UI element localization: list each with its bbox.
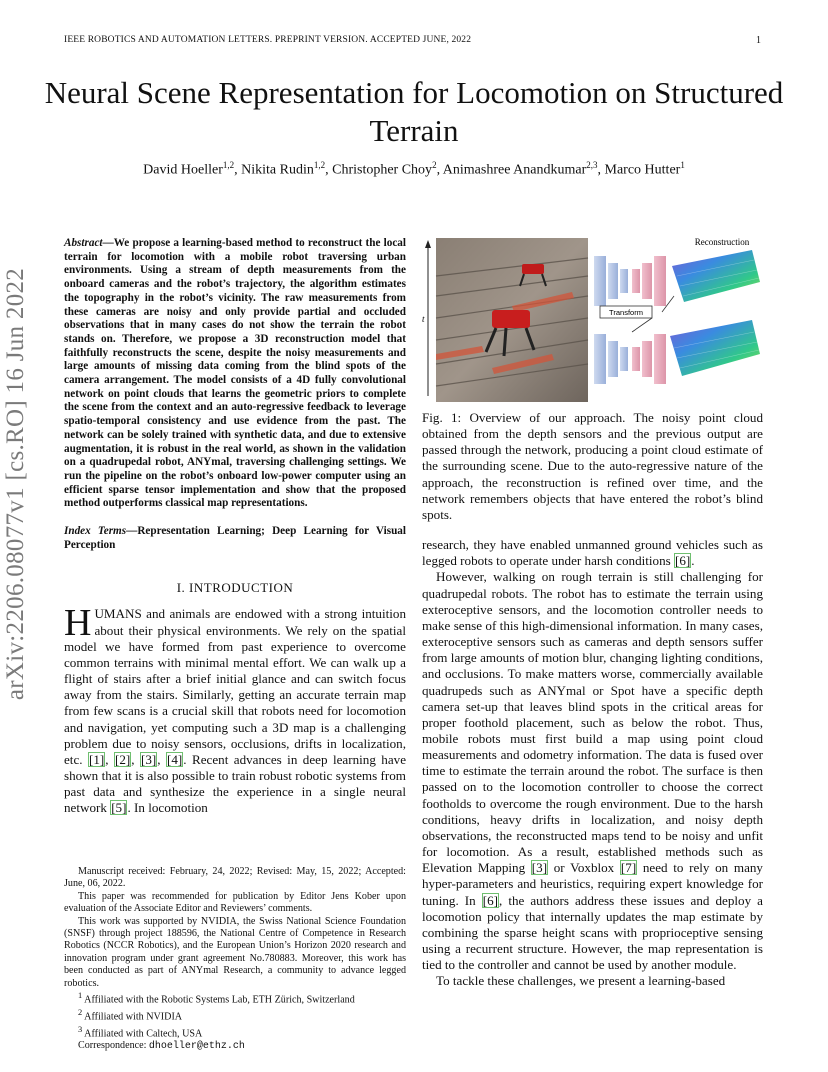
affiliation-mark: 2 bbox=[432, 160, 437, 170]
footnote-correspondence: Correspondence: dhoeller@ethz.ch bbox=[78, 1040, 245, 1053]
drop-cap: H bbox=[64, 602, 92, 645]
citation-link[interactable]: [6] bbox=[675, 553, 691, 569]
affiliation-mark: 1,2 bbox=[313, 160, 326, 170]
affiliation-mark: 1 bbox=[680, 160, 685, 170]
footnote-affiliation: $^3$ Affiliated with Caltech, USA bbox=[78, 1024, 203, 1039]
abstract: Abstract—We propose a learning-based method to reconstruct the local terrain for locomotion with a mobile robot traversing urban environments. Using a stream of depth measurements from the onboard cameras and the robot’s trajectory, the algorithm estimates the topography in the robot’s vicinity. The raw measurements from these cameras are noisy and only provide partial and occluded observations that in many cases do not show the terrain the robot stands on. Therefore, we propose a 3D reconstruction model that faithfully reconstructs the scene, despite the noisy measurements and large amounts of missing data coming from the blind spots of the camera arrangement. The model consists of a 4D fully convolutional network on point clouds that learns the geometric priors to complete the scene from the context and an auto-regressive feedback to leverage spatio-temporal consistency and use evidence from the past. The network can be solely trained with synthetic data, and due to extensive augmentation, it is robust in the real world, as shown in the validation on a quadrupedal robot, ANYmal, traversing challenging settings. We run the pipeline on the robot’s onboard low-power computer using an efficient sparse tensor implementation and show that the proposed method outperforms classical map representations. bbox=[64, 237, 406, 510]
citation-link[interactable]: [7] bbox=[620, 860, 637, 876]
author: Christopher Choy bbox=[332, 162, 433, 178]
citation-link[interactable]: [4] bbox=[166, 751, 183, 767]
arxiv-stamp: arXiv:2206.08077v1 [cs.RO] 16 Jun 2022 bbox=[2, 267, 29, 701]
footnote-funding: This work was supported by NVIDIA, the Swiss National Science Foundation (SNSF) through project 188596, the National Centre of Competence in Research Robotics (NCCR Robotics), and the European Union’s Horizon 2020 research and innovation program under grant agreement No.780883. Moreover, this work has been conducted as part of ANYmal Research, a community to advance legged robotics. bbox=[64, 915, 406, 989]
author-list: David Hoeller$^{1,2}$, Nikita Rudin$^{1,2}$, Christopher Choy$^2$, Animashree Anandkumar$^{2,3}$, Marco Hutter$^1$ bbox=[143, 160, 685, 178]
affiliation-mark: 1,2 bbox=[222, 160, 235, 170]
reconstruction-label: Reconstruction bbox=[694, 237, 750, 247]
figure-caption: Fig. 1: Overview of our approach. The noisy point cloud obtained from the depth sensors and the previous output are passed through the network, producing a point cloud estimate of the surrounding scene. Due to the auto-regressive nature of the approach, the reconstruction is refined over time, and the network remembers objects that have entered the robot’s blind spots. bbox=[422, 410, 763, 522]
footnote-editor: This paper was recommended for publication by Editor Jens Kober upon evaluation of the Associate Editor and Reviewers’ comments. bbox=[64, 890, 406, 915]
time-axis-label: t bbox=[422, 314, 425, 324]
right-column bbox=[422, 410, 763, 989]
citation-link[interactable]: [3] bbox=[140, 751, 157, 767]
index-terms: Index Terms—Representation Learning; Deep Learning for Visual Perception bbox=[64, 525, 406, 551]
running-header: IEEE ROBOTICS AND AUTOMATION LETTERS. PREPRINT VERSION. ACCEPTED JUNE, 2022 bbox=[64, 35, 472, 45]
body-paragraph: To tackle these challenges, we present a learning-based bbox=[436, 973, 726, 989]
footnotes bbox=[64, 866, 406, 1054]
left-column bbox=[64, 237, 406, 817]
affiliation-mark: 2,3 bbox=[586, 160, 598, 170]
overview-figure bbox=[422, 236, 763, 404]
citation-link[interactable]: [2] bbox=[114, 751, 131, 767]
author: Nikita Rudin bbox=[241, 162, 314, 178]
citation-link[interactable]: [6] bbox=[482, 892, 499, 908]
author: Animashree Anandkumar bbox=[442, 162, 587, 178]
citation-link[interactable]: [3] bbox=[531, 860, 548, 876]
section-heading: I. INTRODUCTION bbox=[176, 580, 294, 596]
body-paragraph: However, walking on rough terrain is still challenging for quadrupedal robots. The robot has to estimate the terrain using exteroceptive sensors, and the locomotion controller needs to make sense of this high-dimensional information. In many cases, exteroceptive sensors such as cameras and depth sensors suffer from large amounts of motion blur, changing lighting conditions, and occlusions. To make matters worse, commercially available quadrupeds such as ANYmal or Spot have a specific depth camera set-up that leaves blind spots in the critical areas for proper foothold placement, such as below the robot. Thus, mobile robots must first build a map using point cloud measurements and odometry information. The data is fused over time to estimate the terrain around the robot. The surface is then passed on to the locomotion controller to choose the correct footholds to overcome the rough environment. Due to the harsh conditions, heavy drifts in localization, and noisy depth observations, the reconstructed maps tend to be noisy and unfit for locomotion. As a result, established methods such as Elevation Mapping [3] or Voxblox [7] need to rely on many hyper-parameters and heuristics, requiring expert knowledge for tuning. In [6], the authors address these issues and deploy a locomotion policy that internally updates the map estimate by combining the sparse height scans with proprioceptive sensing using a recurrent structure. However, the map representation is tied to the controller and cannot be used by another module. bbox=[422, 569, 763, 973]
citation-link[interactable]: [1] bbox=[88, 751, 105, 767]
paper-title: Neural Scene Representation for Locomotion on Structured Terrain bbox=[44, 75, 784, 148]
figure-graphic bbox=[422, 236, 763, 404]
author: Marco Hutter bbox=[604, 162, 681, 178]
footnote-received: Manuscript received: February, 24, 2022; Revised: May, 15, 2022; Accepted: June, 06, 2022. bbox=[64, 866, 406, 890]
page-number: 1 bbox=[756, 35, 761, 46]
author: David Hoeller bbox=[143, 162, 223, 178]
intro-paragraph: HUMANS and animals are endowed with a strong intuition about their physical environments. We rely on the spatial model we have formed from past experience to overcome common terrains with minimal mental effort. We can walk up a flight of stairs after a brief initial glance and can switch focus away from the stairs. Similarly, getting an accurate terrain map from few scans is a crucial skill that robots need for locomotion and navigation, yet computing such a 3D map is a challenging problem due to noisy sensors, occlusions, drifts in localization, etc. [1], [2], [3], [4]. Recent advances in deep learning have shown that it is also possible to train robust robotic systems from past data and synthesize the experience in a single neural network [5]. In locomotion bbox=[64, 602, 407, 816]
footnote-affiliation: $^2$ Affiliated with NVIDIA bbox=[78, 1007, 183, 1023]
transform-label: Transform bbox=[609, 308, 643, 317]
body-paragraph: research, they have enabled unmanned ground vehicles such as legged robots to operate under harsh conditions [6]. bbox=[422, 537, 763, 569]
footnote-affiliation: $^1$ Affiliated with the Robotic Systems Lab, ETH Zürich, Switzerland bbox=[78, 991, 355, 1006]
citation-link[interactable]: [5] bbox=[111, 800, 127, 816]
email-link[interactable]: dhoeller@ethz.ch bbox=[148, 1041, 245, 1053]
